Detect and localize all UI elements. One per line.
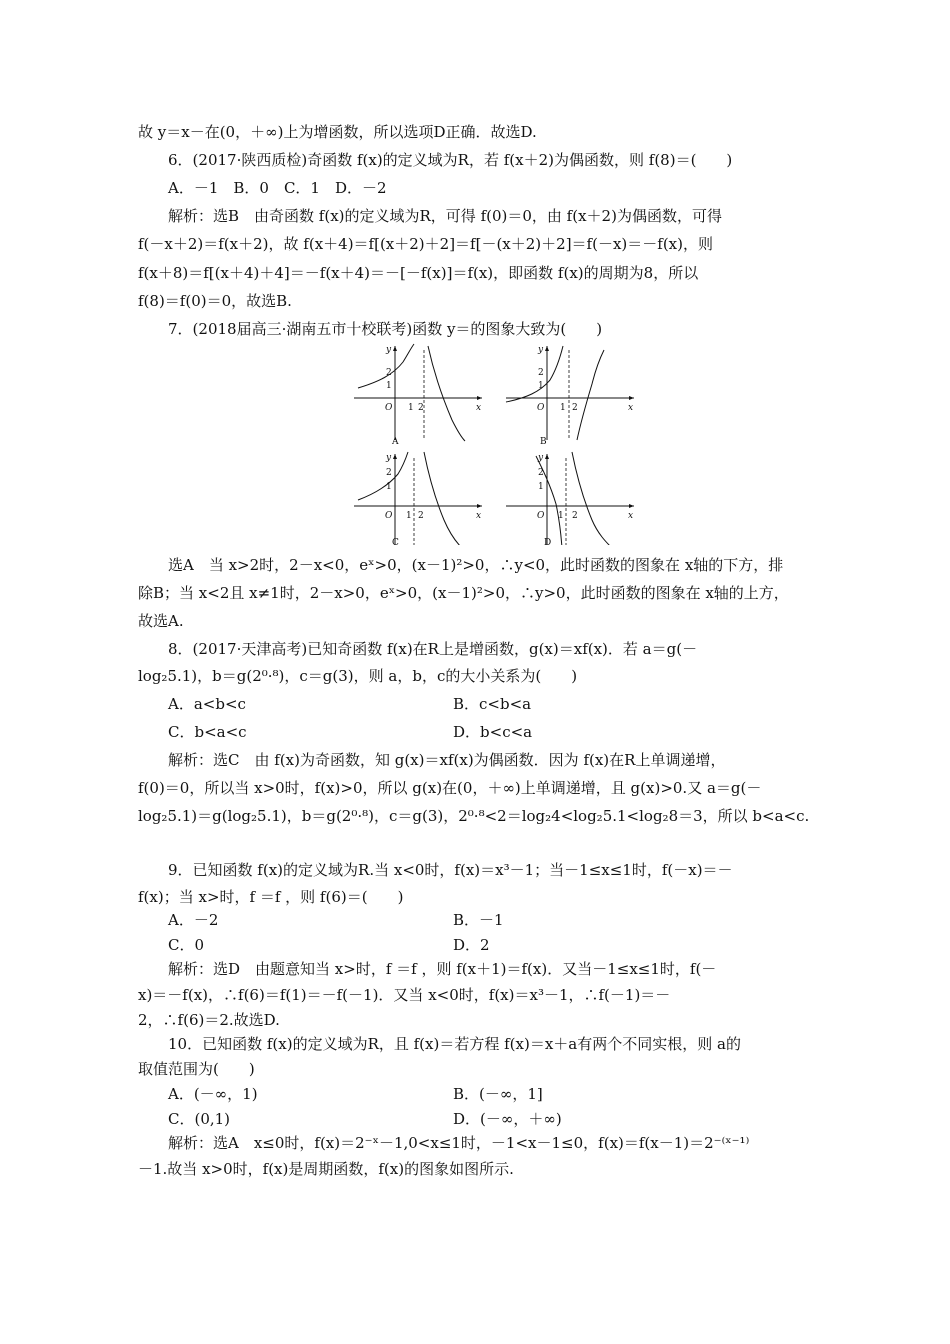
svg-text:y: y (386, 453, 392, 463)
q6-solution: f(x＋8)＝f[(x＋4)＋4]＝－f(x＋4)＝－[－f(x)]＝f(x)，即函数 f(x)的周期为8，所以 (138, 264, 699, 282)
svg-text:1: 1 (406, 511, 412, 521)
q8-solution: f(0)＝0，所以当 x>0时，f(x)>0，所以 g(x)在(0，＋∞)上单调递增，且 g(x)>0.又 a＝g(－ (138, 779, 762, 797)
q9-option-a: A．－2 (168, 911, 219, 929)
graph-d (506, 452, 634, 545)
question-8: log₂5.1)，b＝g(2⁰·⁸)，c＝g(3)，则 a，b，c的大小关系为( ) (138, 667, 578, 685)
q7-solution: 选A 当 x>2时，2－x<0，eˣ>0，(x－1)²>0，∴y<0，此时函数的图象在 x轴的下方，排 (168, 556, 784, 574)
svg-text:2: 2 (418, 403, 424, 413)
q8-option-a: A．a<b<c (168, 695, 246, 713)
q6-solution: 解析：选B 由奇函数 f(x)的定义域为R，可得 f(0)＝0，由 f(x＋2)为偶函数，可得 (168, 207, 722, 225)
svg-text:2: 2 (538, 368, 544, 378)
graph-c (354, 452, 482, 545)
svg-text:2: 2 (572, 403, 578, 413)
q7-solution: 故选A. (138, 612, 184, 630)
svg-text:y: y (538, 453, 544, 463)
svg-text:1: 1 (538, 482, 544, 492)
text-line: 故 y＝x－在(0，＋∞)上为增函数，所以选项D正确．故选D. (138, 123, 537, 141)
svg-text:y: y (386, 345, 392, 355)
question-9: f(x)；当 x>时，f ＝f ，则 f(6)＝( ) (138, 888, 404, 906)
svg-text:O: O (385, 403, 393, 413)
q10-option-b: B．(－∞，1] (453, 1085, 543, 1103)
question-6: 6．(2017·陕西质检)奇函数 f(x)的定义域为R，若 f(x＋2)为偶函数，则 f(8)＝( ) (168, 151, 733, 169)
svg-text:O: O (537, 511, 545, 521)
svg-text:2: 2 (572, 511, 578, 521)
svg-text:1: 1 (538, 381, 544, 391)
graph-a-label: A (392, 437, 399, 447)
svg-text:x: x (628, 511, 634, 521)
question-7: 7．(2018届高三·湖南五市十校联考)函数 y＝的图象大致为( ) (168, 320, 603, 338)
q9-solution: 2，∴f(6)＝2.故选D. (138, 1011, 280, 1029)
svg-text:O: O (385, 511, 393, 521)
q9-solution: x)＝－f(x)，∴f(6)＝f(1)＝－f(－1)．又当 x<0时，f(x)＝x³－1，∴f(－1)＝－ (138, 986, 671, 1004)
q10-solution: 解析：选A x≤0时，f(x)＝2⁻ˣ－1,0<x≤1时，－1<x－1≤0，f(x)＝f(x－1)＝2⁻⁽ˣ⁻¹⁾ (168, 1134, 750, 1152)
question-10: 10．已知函数 f(x)的定义域为R，且 f(x)＝若方程 f(x)＝x＋a有两个不同实根，则 a的 (168, 1035, 741, 1053)
q6-options: A．－1 B．0 C．1 D．－2 (168, 179, 387, 197)
question-8: 8．(2017·天津高考)已知奇函数 f(x)在R上是增函数，g(x)＝xf(x)．若 a＝g(－ (168, 640, 698, 658)
svg-text:O: O (537, 403, 545, 413)
graph-b (506, 345, 634, 440)
q6-solution: f(8)＝f(0)＝0，故选B. (138, 292, 292, 310)
question-9: 9．已知函数 f(x)的定义域为R.当 x<0时，f(x)＝x³－1；当－1≤x≤1时，f(－x)＝－ (168, 861, 733, 879)
graph-b-label: B (540, 437, 547, 447)
svg-text:x: x (476, 511, 482, 521)
svg-text:2: 2 (418, 511, 424, 521)
svg-text:2: 2 (386, 468, 392, 478)
svg-text:2: 2 (538, 468, 544, 478)
q7-solution: 除B；当 x<2且 x≠1时，2－x>0，eˣ>0，(x－1)²>0，∴y>0，此时函数的图象在 x轴的上方， (138, 584, 789, 602)
q10-option-c: C．(0,1) (168, 1110, 231, 1128)
q8-solution: log₂5.1)＝g(log₂5.1)，b＝g(2⁰·⁸)，c＝g(3)，2⁰·⁸<2＝log₂4<log₂5.1<log₂8＝3，所以 b<a<c. (138, 807, 810, 825)
svg-text:1: 1 (558, 511, 564, 521)
q10-option-d: D．(－∞，＋∞) (453, 1110, 562, 1128)
q9-option-c: C．0 (168, 936, 205, 954)
graph-c-label: C (392, 538, 399, 545)
svg-text:1: 1 (386, 482, 392, 492)
q6-solution: f(－x＋2)＝f(x＋2)，故 f(x＋4)＝f[(x＋2)＋2]＝f[－(x＋2)＋2]＝f(－x)＝－f(x)，则 (138, 235, 713, 253)
q8-option-c: C．b<a<c (168, 723, 247, 741)
q9-option-b: B．－1 (453, 911, 504, 929)
graph-options-figure (348, 340, 638, 545)
q8-option-b: B．c<b<a (453, 695, 532, 713)
question-10: 取值范围为( ) (138, 1060, 255, 1078)
q8-solution: 解析：选C 由 f(x)为奇函数，知 g(x)＝xf(x)为偶函数．因为 f(x)在R上单调递增， (168, 751, 726, 769)
graph-a (354, 344, 482, 441)
q10-option-a: A．(－∞，1) (168, 1085, 258, 1103)
graph-d-label: D (544, 538, 552, 545)
q10-solution: －1.故当 x>0时，f(x)是周期函数，f(x)的图象如图所示. (138, 1160, 514, 1178)
svg-text:x: x (476, 403, 482, 413)
svg-text:1: 1 (386, 381, 392, 391)
svg-text:1: 1 (560, 403, 566, 413)
q8-option-d: D．b<c<a (453, 723, 533, 741)
svg-text:1: 1 (408, 403, 414, 413)
q9-solution: 解析：选D 由题意知当 x>时，f ＝f ，则 f(x＋1)＝f(x)．又当－1≤x≤1时，f(－ (168, 960, 717, 978)
svg-text:y: y (538, 345, 544, 355)
svg-text:2: 2 (386, 368, 392, 378)
q9-option-d: D．2 (453, 936, 490, 954)
svg-text:x: x (628, 403, 634, 413)
